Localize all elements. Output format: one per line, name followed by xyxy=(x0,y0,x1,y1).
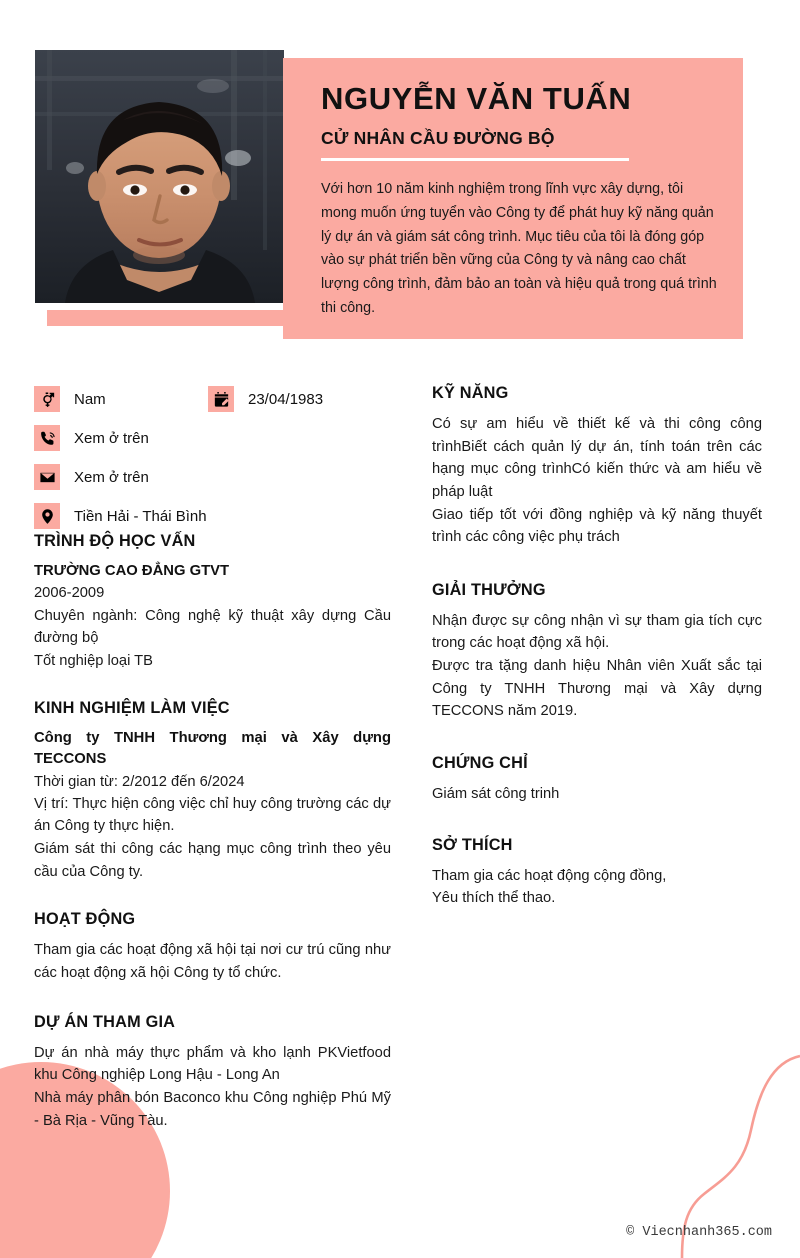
photo-accent-bar xyxy=(47,310,284,326)
hobbies-line-1: Tham gia các hoạt động cộng đồng, xyxy=(432,867,667,884)
contact-row-email xyxy=(34,464,149,490)
section-title-certificates: CHỨNG CHỈ xyxy=(432,754,528,773)
section-title-activities: HOẠT ĐỘNG xyxy=(34,910,136,929)
contact-value-email: Xem ở trên xyxy=(74,468,149,486)
awards-text-1: Nhận được sự công nhận vì sự tham gia tích cực trong các hoạt động xã hội. xyxy=(432,612,762,652)
section-title-projects: DỰ ÁN THAM GIA xyxy=(34,1012,176,1031)
contact-value-gender: Nam xyxy=(74,390,106,408)
education-major: Chuyên ngành: Công nghệ kỹ thuật xây dựng Cầu đường bộ xyxy=(34,607,391,647)
education-years: 2006-2009 xyxy=(34,585,105,602)
section-title-skills: KỸ NĂNG xyxy=(432,384,509,402)
experience-period: Thời gian từ: 2/2012 đến 6/2024 xyxy=(34,773,245,790)
email-icon xyxy=(34,464,60,490)
footer-watermark: © Viecnhanh365.com xyxy=(626,1225,772,1240)
project-item: Dự án nhà máy thực phẩm và kho lạnh PKVietfood khu Công nghiệp Long Hậu - Long An xyxy=(34,1044,391,1084)
contact-row-birthdate xyxy=(208,386,323,412)
job-title: CỬ NHÂN CẦU ĐƯỜNG BỘ xyxy=(321,128,555,149)
experience-position: Vị trí: Thực hiện công việc chỉ huy công trường các dự án Công ty thực hiện. xyxy=(34,795,391,835)
right-column xyxy=(432,384,762,909)
project-item: Nhà máy phân bón Baconco khu Công nghiệp Phú Mỹ - Bà Rịa - Vũng Tàu. xyxy=(34,1089,391,1129)
hobbies-line-2: Yêu thích thể thao. xyxy=(432,889,556,906)
section-activities xyxy=(34,910,391,984)
certificates-text: Giám sát công trinh xyxy=(432,786,560,803)
section-certificates xyxy=(432,754,762,806)
experience-company: Công ty TNHH Thương mại và Xây dựng TECCONS xyxy=(34,729,391,768)
avatar xyxy=(35,50,284,303)
education-grade: Tốt nghiệp loại TB xyxy=(34,652,153,669)
activities-text: Tham gia các hoạt động xã hội tại nơi cư trú cũng như các hoạt động xã hội Công ty tổ chức. xyxy=(34,942,391,981)
title-divider xyxy=(321,158,629,161)
header-panel xyxy=(283,58,743,339)
contact-value-phone: Xem ở trên xyxy=(74,429,149,447)
section-title-education: TRÌNH ĐỘ HỌC VẤN xyxy=(34,532,196,550)
section-title-hobbies: SỞ THÍCH xyxy=(432,835,513,854)
skills-text-2: Giao tiếp tốt với đồng nghiệp và kỹ năng thuyết trình các công việc phụ trách xyxy=(432,506,762,546)
section-skills xyxy=(432,384,762,549)
contact-value-birthdate: 23/04/1983 xyxy=(248,390,324,408)
contact-info-group xyxy=(34,384,391,532)
section-hobbies xyxy=(432,836,762,909)
section-title-experience: KINH NGHIỆM LÀM VIỆC xyxy=(34,698,230,717)
location-pin-icon xyxy=(34,503,60,529)
experience-duties: Giám sát thi công các hạng mục công trình theo yêu cầu của Công ty. xyxy=(34,841,391,880)
calendar-icon xyxy=(208,386,234,412)
profile-summary: Với hơn 10 năm kinh nghiệm trong lĩnh vực xây dựng, tôi mong muốn ứng tuyển vào Công ty để phát huy kỹ năng quản lý dự án và giám sát công trình. Mục tiêu của tôi là đóng góp vào sự phát triển bền vững của Công ty và nâng cao chất lượng công trình, đảm bảo an toàn và hiệu quả trong quá trình thi công. xyxy=(321,181,717,316)
education-school: TRƯỜNG CAO ĐẲNG GTVT xyxy=(34,563,230,579)
section-awards xyxy=(432,581,762,723)
candidate-name: NGUYỄN VĂN TUẤN xyxy=(321,81,632,116)
section-education xyxy=(34,532,391,672)
phone-icon xyxy=(34,425,60,451)
awards-text-2: Được tra tặng danh hiệu Nhân viên Xuất sắc tại Công ty TNHH Thương mại và Xây dựng TECCONS năm 2019. xyxy=(432,658,762,720)
left-column xyxy=(34,384,391,1132)
skills-text-1: Có sự am hiểu về thiết kế và thi công công trìnhBiết cách quản lý dự án, tính toán trên các hạng mục công trìnhCó kiến thức và am hiểu về pháp luật xyxy=(432,416,762,500)
section-projects xyxy=(34,1013,391,1133)
contact-row-location xyxy=(34,503,207,529)
contact-row-phone xyxy=(34,425,149,451)
section-experience xyxy=(34,699,391,884)
contact-value-location: Tiền Hải - Thái Bình xyxy=(74,507,207,525)
gender-icon xyxy=(34,386,60,412)
contact-row-gender xyxy=(34,386,106,412)
section-title-awards: GIẢI THƯỞNG xyxy=(432,580,546,599)
